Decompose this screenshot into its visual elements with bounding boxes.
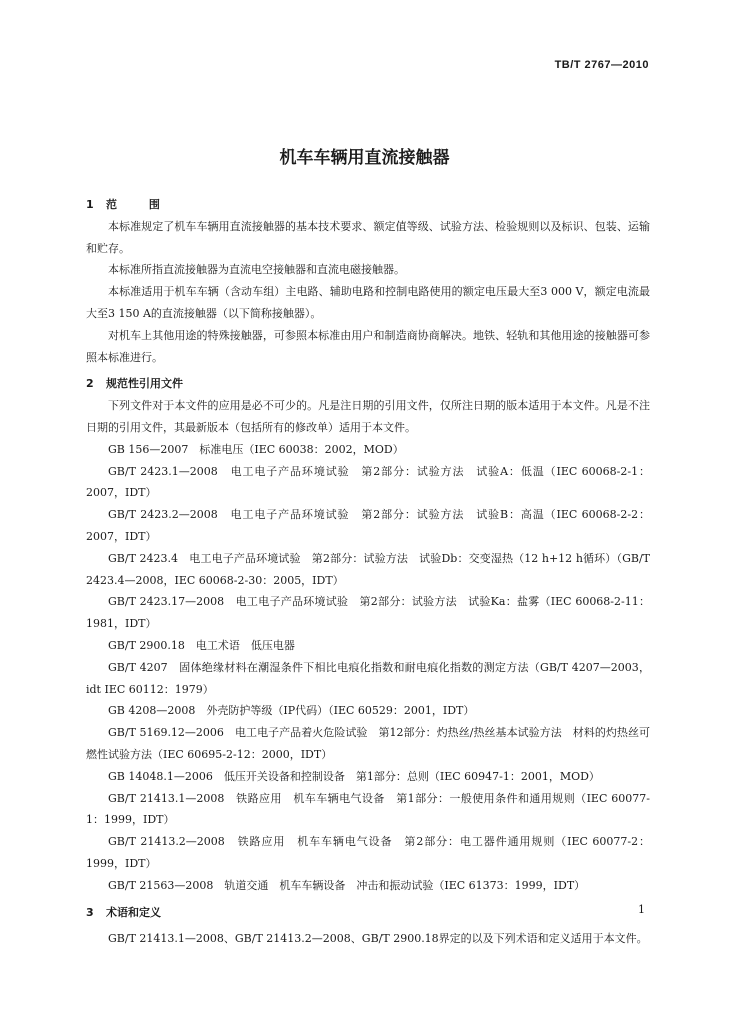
reference-item: GB/T 4207 固体绝缘材料在潮湿条件下相比电痕化指数和耐电痕化指数的测定方法（GB/T 4207—2003，idt IEC 60112：1979） <box>86 660 650 696</box>
reference-item: GB/T 21413.2—2008 铁路应用 机车车辆电气设备 第2部分：电工器件通用规则（IEC 60077-2：1999，IDT） <box>86 835 650 870</box>
section-3-heading <box>86 902 650 924</box>
reference-item: GB/T 2423.1—2008 电工电子产品环境试验 第2部分：试验方法 试验A：低温（IEC 60068-2-1：2007，IDT） <box>86 464 650 500</box>
section-title: 规范性引用文件 <box>106 377 183 391</box>
paragraph: 本标准适用于机车车辆（含动车组）主电路、辅助电路和控制电路使用的额定电压最大至3 000 V，额定电流最大至3 150 A的直流接触器（以下简称接触器）。 <box>86 285 650 320</box>
reference-item: GB 156—2007 标准电压（IEC 60038：2002，MOD） <box>108 442 404 456</box>
reference-item: GB 14048.1—2006 低压开关设备和控制设备 第1部分：总则（IEC 60947-1：2001，MOD） <box>108 769 600 783</box>
section-title: 范 围 <box>106 198 174 211</box>
paragraph: 本标准所指直流接触器为直流电空接触器和直流电磁接触器。 <box>108 263 405 277</box>
paragraph: 对机车上其他用途的特殊接触器，可参照本标准由用户和制造商协商解决。地铁、轻轨和其他用途的接触器可参照本标准进行。 <box>86 328 650 364</box>
reference-item: GB/T 2423.2—2008 电工电子产品环境试验 第2部分：试验方法 试验B：高温（IEC 60068-2-2：2007，IDT） <box>86 508 650 543</box>
page-number: 1 <box>638 903 645 916</box>
paragraph: 本标准规定了机车车辆用直流接触器的基本技术要求、额定值等级、试验方法、检验规则以及标识、包装、运输和贮存。 <box>86 219 650 255</box>
reference-item: GB/T 21563—2008 轨道交通 机车车辆设备 冲击和振动试验（IEC 61373：1999，IDT） <box>108 878 586 892</box>
section-title: 术语和定义 <box>106 905 161 919</box>
section-number: 2 <box>86 377 94 391</box>
reference-item: GB/T 21413.1—2008 铁路应用 机车车辆电气设备 第1部分：一般使用条件和通用规则（IEC 60077-1：1999，IDT） <box>86 791 650 827</box>
section-1-heading <box>86 194 650 216</box>
reference-item: GB/T 2423.17—2008 电工电子产品环境试验 第2部分：试验方法 试验Ka：盐雾（IEC 60068-2-11：1981，IDT） <box>86 595 650 631</box>
reference-item: GB/T 2900.18 电工术语 低压电器 <box>108 638 295 652</box>
document-body <box>86 194 650 950</box>
standard-number: TB/T 2767—2010 <box>554 59 649 71</box>
section-2-heading <box>86 373 650 395</box>
reference-item: GB 4208—2008 外壳防护等级（IP代码）（IEC 60529：2001，IDT） <box>108 704 475 718</box>
document-title: 机车车辆用直流接触器 <box>279 148 450 168</box>
reference-item: GB/T 5169.12—2006 电工电子产品着火危险试验 第12部分：灼热丝/热丝基本试验方法 材料的灼热丝可燃性试验方法（IEC 60695-2-12：2000，IDT） <box>86 726 650 761</box>
paragraph: 下列文件对于本文件的应用是必不可少的。凡是注日期的引用文件，仅所注日期的版本适用于本文件。凡是不注日期的引用文件，其最新版本（包括所有的修改单）适用于本文件。 <box>86 399 650 434</box>
paragraph: GB/T 21413.1—2008、GB/T 21413.2—2008、GB/T 2900.18界定的以及下列术语和定义适用于本文件。 <box>108 932 648 946</box>
section-number: 3 <box>86 905 94 919</box>
reference-item: GB/T 2423.4 电工电子产品环境试验 第2部分：试验方法 试验Db：交变湿热（12 h+12 h循环）（GB/T 2423.4—2008，IEC 60068-2-30：2005，IDT） <box>86 551 650 587</box>
section-number: 1 <box>86 198 94 211</box>
